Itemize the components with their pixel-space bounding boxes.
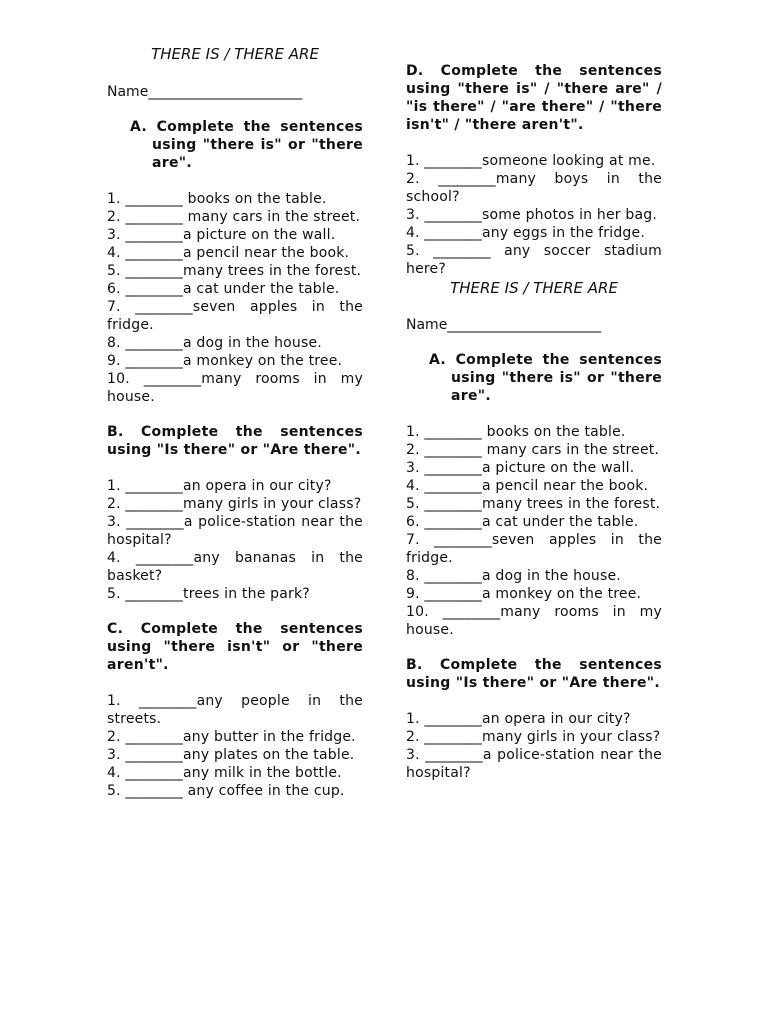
exercise-item: 2. ________ many cars in the street. [107, 209, 361, 225]
exercise-item: 10. ________many rooms in my house. [107, 371, 363, 405]
exercise-item: 1. ________an opera in our city? [406, 711, 631, 727]
right-column [406, 0, 662, 782]
exercise-item: 5. ________trees in the park? [107, 586, 310, 602]
exercise-item: 6. ________a cat under the table. [107, 281, 340, 297]
section-a-heading: A. Complete the sentences using "there is" or "there are". [429, 352, 662, 404]
exercise-item: 5. ________many trees in the forest. [107, 263, 362, 279]
section-a-heading: A. Complete the sentences using "there is" or "there are". [130, 119, 363, 171]
section-d-items [406, 152, 662, 278]
exercise-item: 4. ________a pencil near the book. [107, 245, 350, 261]
exercise-item: 2. ________many girls in your class? [406, 729, 661, 745]
exercise-item: 1. ________any people in the streets. [107, 693, 363, 727]
exercise-item: 1. ________ books on the table. [107, 191, 327, 207]
exercise-item: 9. ________a monkey on the tree. [107, 353, 343, 369]
section-c-items [107, 692, 363, 800]
section-d-heading: D. Complete the sentences using "there is" / "there are" / "is there" / "are there" / "there isn't" / "there aren't". [406, 63, 662, 133]
exercise-item: 4. ________a pencil near the book. [406, 478, 649, 494]
exercise-item: 1. ________ books on the table. [406, 424, 626, 440]
section-a-items [406, 423, 662, 639]
exercise-item: 3. ________a police-station near the hospital? [406, 747, 662, 781]
exercise-item: 2. ________ many cars in the street. [406, 442, 660, 458]
exercise-item: 1. ________someone looking at me. [406, 153, 656, 169]
exercise-item: 7. ________seven apples in the fridge. [107, 299, 363, 333]
worksheet-title: THERE IS / THERE ARE [450, 279, 618, 297]
exercise-item: 5. ________ any soccer stadium here? [406, 243, 662, 277]
section-b-items [406, 710, 662, 782]
exercise-item: 4. ________any milk in the bottle. [107, 765, 342, 781]
exercise-item: 7. ________seven apples in the fridge. [406, 532, 662, 566]
left-column [107, 0, 363, 800]
exercise-item: 2. ________many boys in the school? [406, 171, 662, 205]
section-b-items [107, 477, 363, 603]
section-b-heading: B. Complete the sentences using "Is there" or "Are there". [406, 657, 662, 691]
worksheet-title: THERE IS / THERE ARE [151, 45, 319, 63]
name-field: Name______________________ [406, 317, 602, 333]
name-field: Name______________________ [107, 84, 303, 100]
exercise-item: 3. ________a picture on the wall. [406, 460, 635, 476]
exercise-item: 3. ________some photos in her bag. [406, 207, 658, 223]
exercise-item: 3. ________a picture on the wall. [107, 227, 336, 243]
exercise-item: 5. ________ any coffee in the cup. [107, 783, 345, 799]
exercise-item: 6. ________a cat under the table. [406, 514, 639, 530]
exercise-item: 8. ________a dog in the house. [406, 568, 621, 584]
section-a-items [107, 190, 363, 406]
exercise-item: 2. ________any butter in the fridge. [107, 729, 356, 745]
section-c-heading: C. Complete the sentences using "there isn't" or "there aren't". [107, 621, 363, 673]
exercise-item: 10. ________many rooms in my house. [406, 604, 662, 638]
exercise-item: 2. ________many girls in your class? [107, 496, 362, 512]
exercise-item: 3. ________any plates on the table. [107, 747, 355, 763]
exercise-item: 8. ________a dog in the house. [107, 335, 322, 351]
exercise-item: 1. ________an opera in our city? [107, 478, 332, 494]
exercise-item: 4. ________any eggs in the fridge. [406, 225, 645, 241]
exercise-item: 3. ________a police-station near the hospital? [107, 514, 363, 548]
section-b-heading: B. Complete the sentences using "Is there" or "Are there". [107, 424, 363, 458]
exercise-item: 5. ________many trees in the forest. [406, 496, 661, 512]
exercise-item: 4. ________any bananas in the basket? [107, 550, 363, 584]
exercise-item: 9. ________a monkey on the tree. [406, 586, 642, 602]
